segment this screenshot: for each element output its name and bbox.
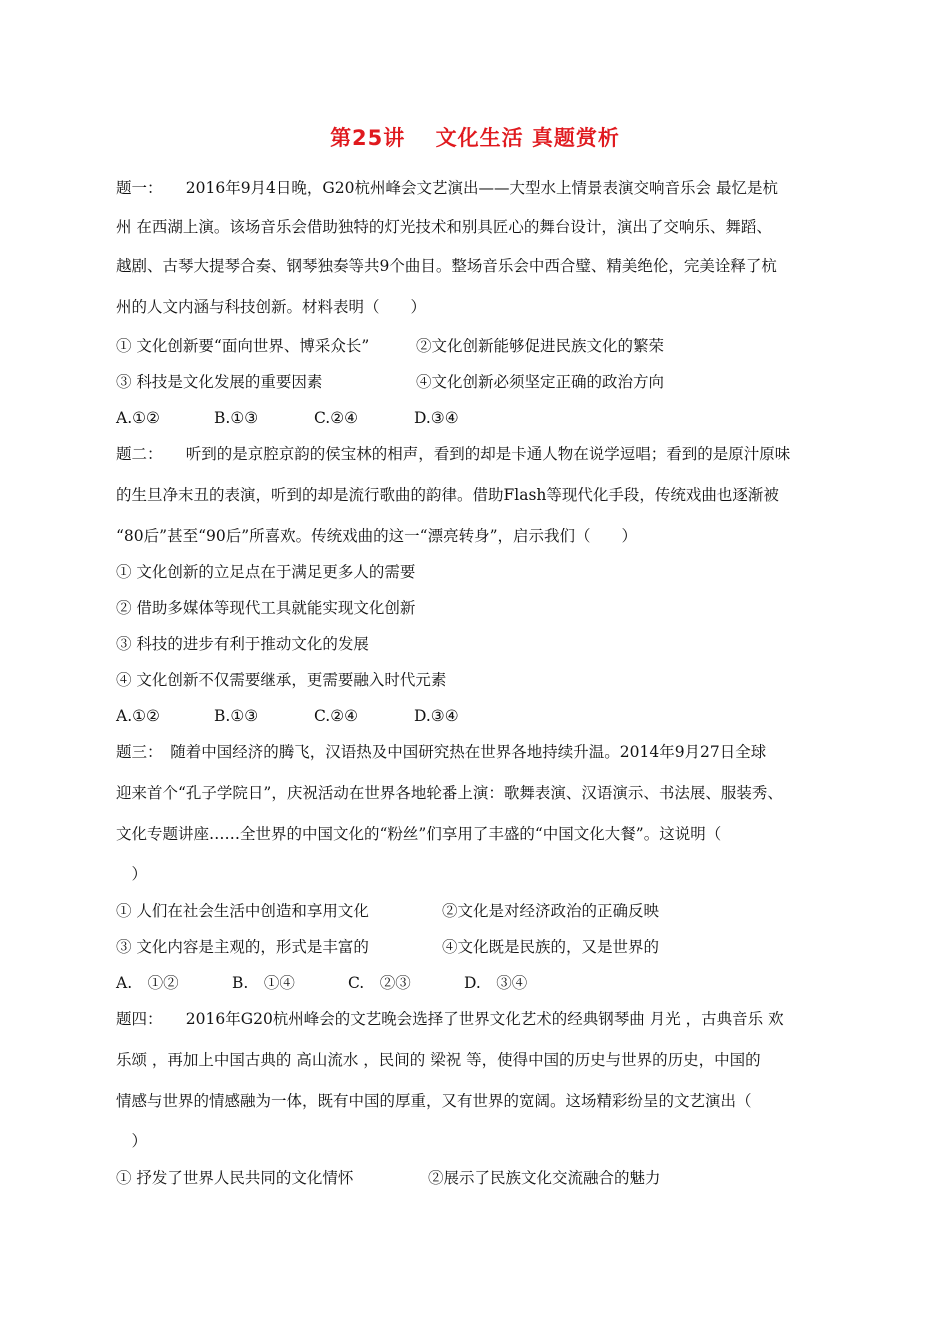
q4-stem-line-4: ） xyxy=(116,1132,148,1150)
q2-option-4: ④ 文化创新不仅需要继承，更需要融入时代元素 xyxy=(116,671,447,689)
q4-stem-line-3: 情感与世界的情感融为一体，既有中国的厚重，又有世界的宽阔。这场精彩纷呈的文艺演出（ xyxy=(116,1092,752,1110)
q1-stem-line-3: 越剧、古琴大提琴合奏、钢琴独奏等共9个曲目。整场音乐会中西合璧、精美绝伦，完美诠释了杭 xyxy=(116,257,777,275)
q1-option-4: ④文化创新必须坚定正确的政治方向 xyxy=(416,373,665,391)
q1-option-2: ②文化创新能够促进民族文化的繁荣 xyxy=(416,337,665,355)
lecture-title: 文化生活 真题赏析 xyxy=(435,126,620,150)
q2-option-1: ① 文化创新的立足点在于满足更多人的需要 xyxy=(116,563,416,581)
q4-option-2: ②展示了民族文化交流融合的魅力 xyxy=(428,1169,661,1187)
q3-option-3: ③ 文化内容是主观的，形式是丰富的 xyxy=(116,938,369,956)
page-title xyxy=(0,122,950,152)
q3-options-row-1 xyxy=(116,901,659,921)
q4-options-row-1 xyxy=(116,1168,661,1188)
q2-stem-line-1: 题二： 听到的是京腔京韵的侯宝林的相声，看到的却是卡通人物在说学逗唱；看到的是原汁原味 xyxy=(116,445,791,463)
q1-answer-choices xyxy=(116,408,459,428)
q3-answer-a: A. ①② xyxy=(116,974,179,992)
q2-answer-d: D.③④ xyxy=(414,707,459,725)
q2-stem-line-3: “80后”甚至“90后”所喜欢。传统戏曲的这一“漂亮转身”，启示我们（ ） xyxy=(116,527,637,545)
q2-stem-line-2: 的生旦净末丑的表演，听到的却是流行歌曲的韵律。借助Flash等现代化手段，传统戏曲也逐渐被 xyxy=(116,486,779,504)
q3-stem-line-3: 文化专题讲座……全世界的中国文化的“粉丝”们享用了丰盛的“中国文化大餐”。这说明（ xyxy=(116,825,722,843)
q3-answer-d: D. ③④ xyxy=(464,974,528,992)
q2-option-2: ② 借助多媒体等现代工具就能实现文化创新 xyxy=(116,599,416,617)
q3-answer-c: C. ②③ xyxy=(348,974,411,992)
q4-stem-line-2: 乐颂 ，再加上中国古典的 高山流水 ，民间的 梁祝 等，使得中国的历史与世界的历史，中国的 xyxy=(116,1051,761,1069)
q1-stem-line-4: 州的人文内涵与科技创新。材料表明（ ） xyxy=(116,298,427,316)
q1-options-row-2 xyxy=(116,372,664,392)
q2-answer-c: C.②④ xyxy=(314,707,359,725)
q3-option-4: ④文化既是民族的，又是世界的 xyxy=(442,938,660,956)
q3-option-1: ① 人们在社会生活中创造和享用文化 xyxy=(116,902,369,920)
q3-options-row-2 xyxy=(116,937,659,957)
q1-stem-line-1: 题一： 2016年9月4日晚，G20杭州峰会文艺演出——大型水上情景表演交响音乐会 最忆是杭 xyxy=(116,179,778,197)
q2-answer-choices xyxy=(116,706,459,726)
lecture-number: 第25讲 xyxy=(330,126,406,150)
q3-stem-line-1: 题三： 随着中国经济的腾飞，汉语热及中国研究热在世界各地持续升温。2014年9月27日全球 xyxy=(116,743,767,761)
q2-answer-a: A.①② xyxy=(116,707,160,725)
q1-options-row-1 xyxy=(116,336,664,356)
q1-answer-d: D.③④ xyxy=(414,409,459,427)
q3-answer-b: B. ①④ xyxy=(232,974,295,992)
q4-option-1: ① 抒发了世界人民共同的文化情怀 xyxy=(116,1169,354,1187)
q1-answer-a: A.①② xyxy=(116,409,160,427)
q1-answer-b: B.①③ xyxy=(214,409,259,427)
q1-option-1: ① 文化创新要“面向世界、博采众长” xyxy=(116,337,370,355)
q1-answer-c: C.②④ xyxy=(314,409,359,427)
q4-stem-line-1: 题四： 2016年G20杭州峰会的文艺晚会选择了世界文化艺术的经典钢琴曲 月光 ，古典音乐 欢 xyxy=(116,1010,784,1028)
q3-answer-choices xyxy=(116,973,527,993)
q3-option-2: ②文化是对经济政治的正确反映 xyxy=(442,902,660,920)
q2-answer-b: B.①③ xyxy=(214,707,259,725)
q2-option-3: ③ 科技的进步有利于推动文化的发展 xyxy=(116,635,369,653)
q3-stem-line-2: 迎来首个“孔子学院日”，庆祝活动在世界各地轮番上演：歌舞表演、汉语演示、书法展、服装秀、 xyxy=(116,784,783,802)
q3-stem-line-4: ） xyxy=(116,865,148,883)
q1-option-3: ③ 科技是文化发展的重要因素 xyxy=(116,373,323,391)
q1-stem-line-2: 州 在西湖上演。该场音乐会借助独特的灯光技术和别具匠心的舞台设计，演出了交响乐、舞蹈、 xyxy=(116,218,772,236)
